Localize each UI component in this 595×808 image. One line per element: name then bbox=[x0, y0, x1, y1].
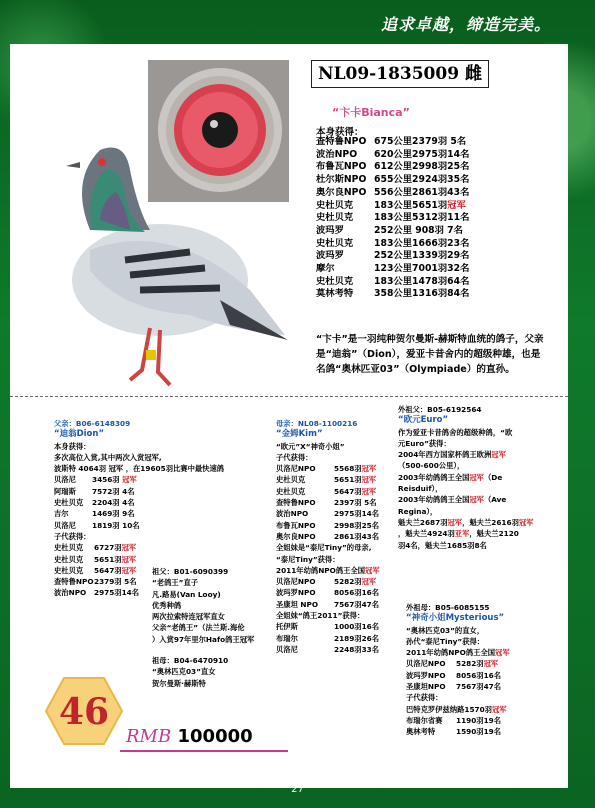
mother-text: “欧元”X“神奇小姐” bbox=[276, 441, 345, 451]
result-row: 波治NPO 620公里2975羽14名 bbox=[316, 148, 470, 160]
gf-line: 优秀种鸽 bbox=[152, 600, 182, 610]
gm-line: “奥林匹克03”直女 bbox=[152, 667, 216, 677]
grandmother-maternal bbox=[406, 602, 546, 738]
father-text: 波斯特 4064羽 冠军 ，在19605羽比赛中最快速鸽 bbox=[54, 464, 225, 474]
mgm-result: 布瑞尔省赛 1190羽19名 bbox=[406, 715, 502, 725]
mgm-line: “奥林匹克03”的直女， bbox=[406, 625, 485, 635]
mgm-ring: 外祖母：B05-6085155 bbox=[406, 603, 490, 612]
section-divider bbox=[10, 396, 568, 397]
mgf-line: 作为爱亚卡昔鸽舍的超级种鸽，“欧 bbox=[398, 427, 513, 437]
mgm-result: 波玛罗NPO 8056羽16名 bbox=[406, 670, 502, 680]
grandmother-paternal bbox=[152, 655, 274, 689]
result-row: 史杜贝克 183公里1666羽23名 bbox=[316, 237, 470, 249]
mgm-line: 子代获得： bbox=[406, 693, 443, 703]
father-kids-title: 子代获得： bbox=[54, 531, 91, 541]
father-result: 贝洛尼 3456羽 冠军 bbox=[54, 475, 137, 485]
mgm-line: 2011年幼鸽NPO鸽王全国冠军 bbox=[406, 648, 510, 658]
price bbox=[126, 726, 284, 747]
mother-result: 贝洛尼NPO 5282羽冠军 bbox=[276, 577, 377, 587]
result-row: 布鲁瓦NPO 612公里2998羽25名 bbox=[316, 161, 470, 173]
result-row: 奥尔良NPO 556公里2861羽43名 bbox=[316, 186, 470, 198]
mgm-name: “神奇小姐Mysterious” bbox=[406, 613, 505, 624]
gf-line: 两次拉索特连冠军直女 bbox=[152, 612, 225, 622]
mgf-line: Regina）， bbox=[398, 506, 438, 516]
mother-result: 波玛罗NPO 8056羽16名 bbox=[276, 588, 380, 598]
mgm-line: 巴特克罗伊兹纳路1570羽冠军 bbox=[406, 704, 507, 714]
lot-number: 46 bbox=[58, 691, 110, 733]
gf-line: 父亲“老鸽王”（法兰斯.海伦 bbox=[152, 623, 245, 633]
bird-name: “卞卡Bianca” bbox=[332, 106, 410, 119]
father-ring: 父亲：B06-6148309 bbox=[54, 419, 131, 428]
father-name: “迪翁Dion” bbox=[54, 429, 105, 440]
father-kid: 查特鲁NPO2379羽 5名 bbox=[54, 577, 137, 587]
result-row: 史杜贝克 183公里1478羽64名 bbox=[316, 275, 470, 287]
father-kid: 史杜贝克 6727羽冠军 bbox=[54, 543, 137, 553]
eye-photo bbox=[148, 60, 289, 202]
father-result: 吉尔 1469羽 9名 bbox=[54, 509, 135, 519]
bird-bio: “卞卡”是一羽纯种贺尔曼斯-赫斯特血统的鸽子，父亲是“迪翁”（Dion），爱亚卡昔舍内的超级种雄，也是名鸽“奥林匹亚03”（Olympiade）的直孙。 bbox=[316, 334, 544, 375]
father-text: 多次高位入赏,其中两次入赏冠军, bbox=[54, 452, 162, 462]
mother-result: 布瑞尔 2189羽26名 bbox=[276, 633, 380, 643]
father-result: 贝洛尼 1819羽 10名 bbox=[54, 520, 140, 530]
header-slogan: 追求卓越，缔造完美。 bbox=[380, 15, 551, 34]
father-text: 本身获得： bbox=[54, 441, 91, 451]
mgm-result: 奥林考特 1590羽19名 bbox=[406, 727, 502, 737]
mgf-name: “欧元Euro” bbox=[398, 415, 449, 426]
mother-section bbox=[276, 418, 392, 655]
mother-name: “金姆Kim” bbox=[276, 429, 323, 440]
gf-line: 凡.路易(Van Looy) bbox=[152, 589, 221, 599]
mother-result: 托伊斯 1000羽16名 bbox=[276, 622, 380, 632]
mgm-line: 孙代“泰尼Tiny”获得： bbox=[406, 636, 485, 646]
mgf-line: 元Euro”获得： bbox=[398, 438, 451, 448]
mother-text: 2011年幼鸽NPO鸽王全国冠军 bbox=[276, 565, 380, 575]
mother-kid: 波治NPO 2975羽14名 bbox=[276, 509, 380, 519]
results-title: 本身获得： bbox=[316, 127, 364, 138]
mgf-line: Reisduif）， bbox=[398, 484, 443, 494]
mother-result: 圣康坦 NPO 7567羽47名 bbox=[276, 599, 380, 609]
result-row: 摩尔 123公里7001羽32名 bbox=[316, 263, 470, 275]
mgm-result: 贝洛尼NPO 5282羽冠军 bbox=[406, 659, 499, 669]
mother-kid: 史杜贝克 5647羽冠军 bbox=[276, 486, 377, 496]
result-row: 莫林考特 358公里1316羽84名 bbox=[316, 288, 470, 300]
result-row: 波玛罗 252公里 908羽 7名 bbox=[316, 224, 463, 236]
result-row: 查特鲁NPO 675公里2379羽 5名 bbox=[316, 136, 467, 147]
results-list bbox=[316, 136, 469, 301]
mother-kid: 史杜贝克 5651羽冠军 bbox=[276, 475, 377, 485]
ring-number: NL09-1835009 雌 bbox=[311, 60, 489, 88]
gm-line: 贺尔曼斯·赫斯特 bbox=[152, 678, 206, 688]
mgm-result: 圣康坦NPO 7567羽47名 bbox=[406, 682, 502, 692]
mother-kid: 查特鲁NPO 2397羽 5名 bbox=[276, 498, 377, 508]
mother-ring: 母亲：NL08-1100216 bbox=[276, 419, 358, 428]
mgf-line: 魁夫兰2687羽冠军，魁夫兰2616羽冠军 bbox=[398, 517, 534, 527]
mgf-line: 2004年西方国家杯鸽王欧洲冠军 bbox=[398, 450, 506, 460]
father-result: 阿瑞斯 7572羽 4名 bbox=[54, 486, 135, 496]
grandfather-maternal bbox=[398, 404, 548, 551]
price-underline bbox=[120, 750, 288, 752]
mother-kid: 贝洛尼NPO 5568羽冠军 bbox=[276, 464, 377, 474]
mgf-line: 2003年幼鸽鸽王全国冠军（De bbox=[398, 472, 503, 482]
father-kid: 史杜贝克 5651羽冠军 bbox=[54, 554, 137, 564]
gm-line: 祖母：B04-6470910 bbox=[152, 656, 229, 665]
result-row: 史杜贝克 183公里5651羽冠军 bbox=[316, 199, 466, 211]
result-row: 杜尔斯NPO 655公里2924羽35名 bbox=[316, 174, 470, 186]
mother-text: 全姐妹是“泰尼Tiny”的母亲, bbox=[276, 543, 372, 553]
mgf-ring: 外祖父：B05-6192564 bbox=[398, 405, 482, 414]
mother-result: 贝洛尼 2248羽33名 bbox=[276, 644, 380, 654]
mother-kid: 奥尔良NPO 2861羽43名 bbox=[276, 531, 380, 541]
father-result: 史杜贝克 2204羽 4名 bbox=[54, 498, 135, 508]
gf-line: ）入赏97年里尔Hafo鸽王冠军 bbox=[152, 634, 255, 644]
result-row: 波玛罗 252公里1339羽29名 bbox=[316, 250, 470, 262]
lot-badge bbox=[44, 676, 124, 746]
mother-kids-title: 子代获得： bbox=[276, 452, 313, 462]
page-number: 27 bbox=[291, 784, 304, 795]
gf-line: “老鸽王”直子 bbox=[152, 578, 199, 588]
mgf-line: ，魁夫兰4924羽亚军，魁夫兰2120 bbox=[398, 529, 519, 539]
mgf-line: 2003年幼鸽鸽王全国冠军（Ave bbox=[398, 495, 507, 505]
price-value: 100000 bbox=[177, 726, 253, 747]
father-kid: 波治NPO 2975羽14名 bbox=[54, 588, 140, 598]
mother-text: “泰尼Tiny”获得： bbox=[276, 554, 340, 564]
gf-line: 祖父：B01-6090399 bbox=[152, 567, 229, 576]
result-row: 史杜贝克 183公里5312羽11名 bbox=[316, 212, 470, 224]
father-kid: 史杜贝克 5647羽冠军 bbox=[54, 565, 137, 575]
mgf-line: （500-600公里）， bbox=[398, 461, 465, 471]
mgf-line: 羽4名，魁夫兰1685羽8名 bbox=[398, 540, 487, 550]
mother-kid: 布鲁瓦NPO 2998羽25名 bbox=[276, 520, 380, 530]
price-currency: RMB bbox=[126, 726, 172, 747]
grandfather-paternal bbox=[152, 566, 274, 645]
mother-text: 全姐妹“鸽王2011”获得： bbox=[276, 611, 365, 621]
